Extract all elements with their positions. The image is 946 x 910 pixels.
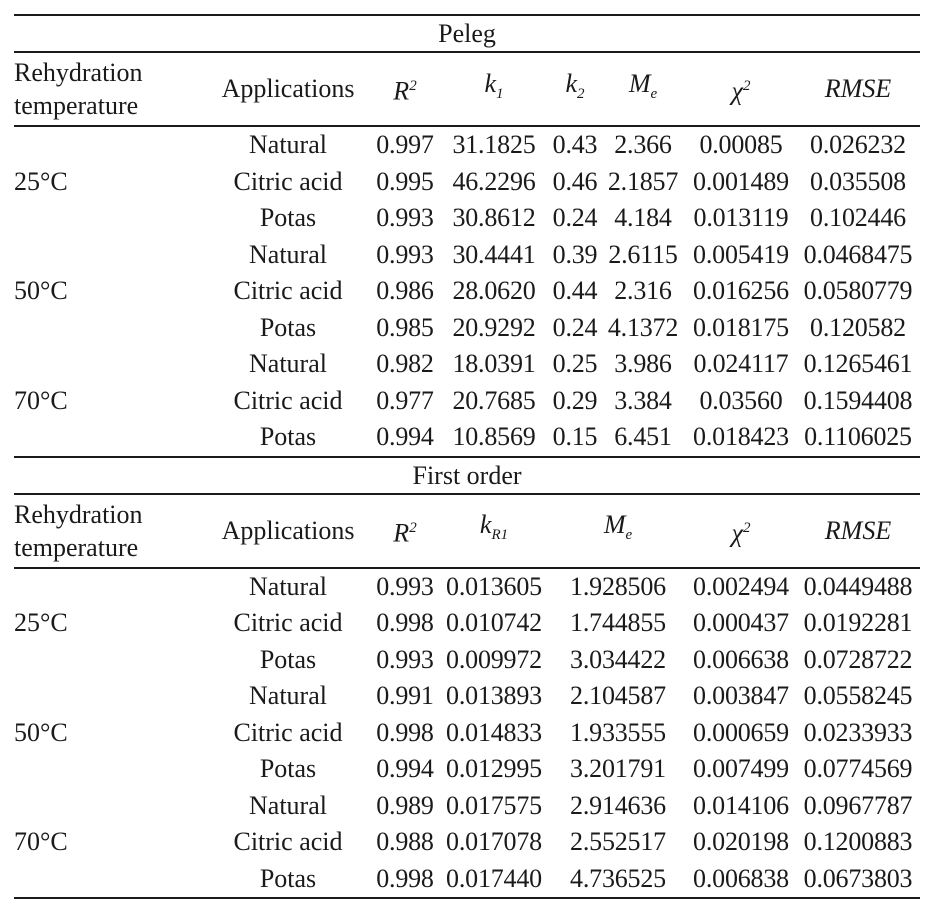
application-cell: Potas [259,863,317,893]
kr1-cell: 0.017440 [446,863,542,893]
kr1-cell: 0.017078 [446,827,542,856]
r2-cell: 0.993 [376,571,434,601]
kr1-cell: 0.009972 [446,644,542,674]
first-order-header-me: $M_e$ [603,510,633,544]
peleg-header-chi2: $\chi^2$ [731,76,751,106]
peleg-header-rmse: RMSE [824,74,892,103]
application-cell: Natural [249,790,327,820]
application-cell: Citric acid [233,276,343,305]
k2-cell: 0.29 [552,385,598,415]
chi2-cell: 0.020198 [693,827,789,856]
k1-cell: 30.4441 [452,239,536,269]
rmse-cell: 0.120582 [810,312,906,342]
chi2-cell: 0.016256 [693,276,789,305]
table-row [14,788,920,825]
k1-cell: 30.8612 [452,203,536,232]
application-cell: Citric acid [233,608,343,637]
first-order-header-temperature: Rehydration temperature [14,499,143,562]
application-cell: Natural [249,349,327,378]
k2-cell: 0.24 [552,203,598,232]
k1-cell: 31.1825 [452,130,536,159]
r2-cell: 0.997 [376,130,434,159]
kr1-cell: 0.012995 [446,754,542,783]
r2-cell: 0.993 [376,203,434,232]
chi2-cell: 0.03560 [699,385,783,415]
table-row [14,568,920,606]
application-cell: Potas [259,644,317,674]
rmse-cell: 0.0967787 [803,790,913,820]
kr1-cell: 0.013893 [446,681,542,710]
r2-cell: 0.991 [376,681,434,710]
k1-cell: 20.7685 [452,385,536,415]
temperature-cell: 25°C [14,608,68,637]
k1-cell: 18.0391 [452,349,536,378]
chi2-cell: 0.006638 [693,644,789,674]
me-cell: 3.986 [614,349,672,378]
r2-cell: 0.995 [376,166,434,196]
r2-cell: 0.988 [376,827,434,856]
k1-cell: 46.2296 [452,166,536,196]
chi2-cell: 0.00085 [699,130,783,159]
application-cell: Potas [259,203,317,232]
chi2-cell: 0.013119 [693,203,789,232]
me-cell: 2.104587 [570,681,666,710]
peleg-header-k1: $k_1$ [484,68,504,103]
rmse-cell: 0.102446 [810,203,906,232]
application-cell: Natural [249,571,327,601]
k2-cell: 0.43 [552,130,598,159]
me-cell: 1.933555 [570,717,666,747]
kr1-cell: 0.013605 [446,571,542,601]
rmse-cell: 0.0449488 [803,571,913,601]
me-cell: 2.6115 [608,239,678,269]
first-order-header-rmse: RMSE [824,515,892,545]
peleg-body [14,126,920,457]
r2-cell: 0.998 [376,608,434,637]
application-cell: Potas [259,312,317,342]
rmse-cell: 0.026232 [810,130,906,159]
table-row [14,346,920,383]
table-row [14,237,920,274]
me-cell: 4.1372 [607,312,679,342]
chi2-cell: 0.018423 [693,422,789,451]
rmse-cell: 0.1200883 [803,827,913,856]
rmse-cell: 0.1106025 [804,422,912,451]
first-order-section-title: First order [412,460,522,490]
k2-cell: 0.39 [552,239,598,269]
rmse-cell: 0.1594408 [803,385,913,415]
rmse-cell: 0.0192281 [803,608,913,637]
kr1-cell: 0.017575 [446,790,542,820]
me-cell: 1.744855 [570,608,666,637]
me-cell: 2.552517 [570,827,666,856]
me-cell: 2.914636 [570,790,666,820]
k1-cell: 10.8569 [452,422,536,451]
peleg-header-row [14,52,920,126]
application-cell: Citric acid [233,717,343,747]
peleg-header-temperature: Rehydration temperature [14,58,143,120]
application-cell: Citric acid [233,385,343,415]
peleg-header-r2: $R^2$ [393,76,417,106]
table-row [14,678,920,715]
me-cell: 3.034422 [570,644,666,674]
rmse-cell: 0.0673803 [803,863,913,893]
first-order-body [14,568,920,899]
first-order-header-applications: Applications [221,515,355,545]
peleg-header-k2: $k_2$ [565,68,585,103]
r2-cell: 0.998 [376,717,434,747]
chi2-cell: 0.018175 [693,312,789,342]
temperature-cell: 50°C [14,276,68,305]
chi2-cell: 0.024117 [693,349,789,378]
peleg-header-applications: Applications [221,74,355,103]
chi2-cell: 0.007499 [693,754,789,783]
kr1-cell: 0.014833 [446,717,542,747]
chi2-cell: 0.014106 [693,790,789,820]
results-table-container [14,14,920,899]
rmse-cell: 0.0558245 [803,681,913,710]
k1-cell: 28.0620 [452,276,536,305]
peleg-header-me: $M_e$ [628,68,658,103]
application-cell: Citric acid [233,166,343,196]
rmse-cell: 0.0728722 [803,644,913,674]
r2-cell: 0.993 [376,239,434,269]
me-cell: 1.928506 [570,571,666,601]
first-order-header-r2: $R^2$ [393,518,417,548]
rmse-cell: 0.1265461 [803,349,913,378]
me-cell: 2.316 [614,276,672,305]
peleg-section-title: Peleg [438,19,496,48]
k2-cell: 0.15 [552,422,598,451]
first-order-header-kr1: $k_{R1}$ [479,510,509,544]
rmse-cell: 0.0774569 [803,754,913,783]
r2-cell: 0.986 [376,276,434,305]
rmse-cell: 0.0580779 [803,276,913,305]
application-cell: Potas [259,754,317,783]
me-cell: 4.736525 [570,863,666,893]
table-row [14,126,920,164]
chi2-cell: 0.000659 [693,717,789,747]
me-cell: 3.201791 [570,754,666,783]
me-cell: 4.184 [614,203,672,232]
chi2-cell: 0.003847 [693,681,789,710]
first-order-header-row [14,494,920,568]
rmse-cell: 0.0233933 [803,717,913,747]
r2-cell: 0.977 [376,385,434,415]
k2-cell: 0.46 [552,166,598,196]
k1-cell: 20.9292 [452,312,536,342]
k2-cell: 0.24 [552,312,598,342]
r2-cell: 0.993 [376,644,434,674]
temperature-cell: 70°C [14,385,68,415]
r2-cell: 0.998 [376,863,434,893]
kr1-cell: 0.010742 [446,608,542,637]
first-order-header-chi2: $\chi^2$ [731,518,751,548]
me-cell: 2.366 [614,130,672,159]
chi2-cell: 0.002494 [693,571,789,601]
chi2-cell: 0.006838 [693,863,789,893]
chi2-cell: 0.005419 [693,239,789,269]
rehydration-models-table [14,14,920,899]
chi2-cell: 0.000437 [693,608,789,637]
temperature-cell: 25°C [14,166,68,196]
chi2-cell: 0.001489 [693,166,789,196]
r2-cell: 0.989 [376,790,434,820]
r2-cell: 0.982 [376,349,434,378]
me-cell: 6.451 [614,422,672,451]
temperature-cell: 70°C [14,827,68,856]
rmse-cell: 0.0468475 [803,239,913,269]
r2-cell: 0.994 [376,754,434,783]
first-order-section-title-row [14,457,920,494]
application-cell: Natural [249,239,327,269]
k2-cell: 0.25 [552,349,598,378]
me-cell: 2.1857 [607,166,679,196]
k2-cell: 0.44 [552,276,598,305]
application-cell: Natural [249,681,327,710]
rmse-cell: 0.035508 [810,166,906,196]
me-cell: 3.384 [614,385,672,415]
application-cell: Potas [259,422,317,451]
r2-cell: 0.994 [376,422,434,451]
peleg-section-title-row [14,15,920,52]
r2-cell: 0.985 [376,312,434,342]
application-cell: Citric acid [233,827,343,856]
application-cell: Natural [249,130,327,159]
temperature-cell: 50°C [14,717,68,747]
